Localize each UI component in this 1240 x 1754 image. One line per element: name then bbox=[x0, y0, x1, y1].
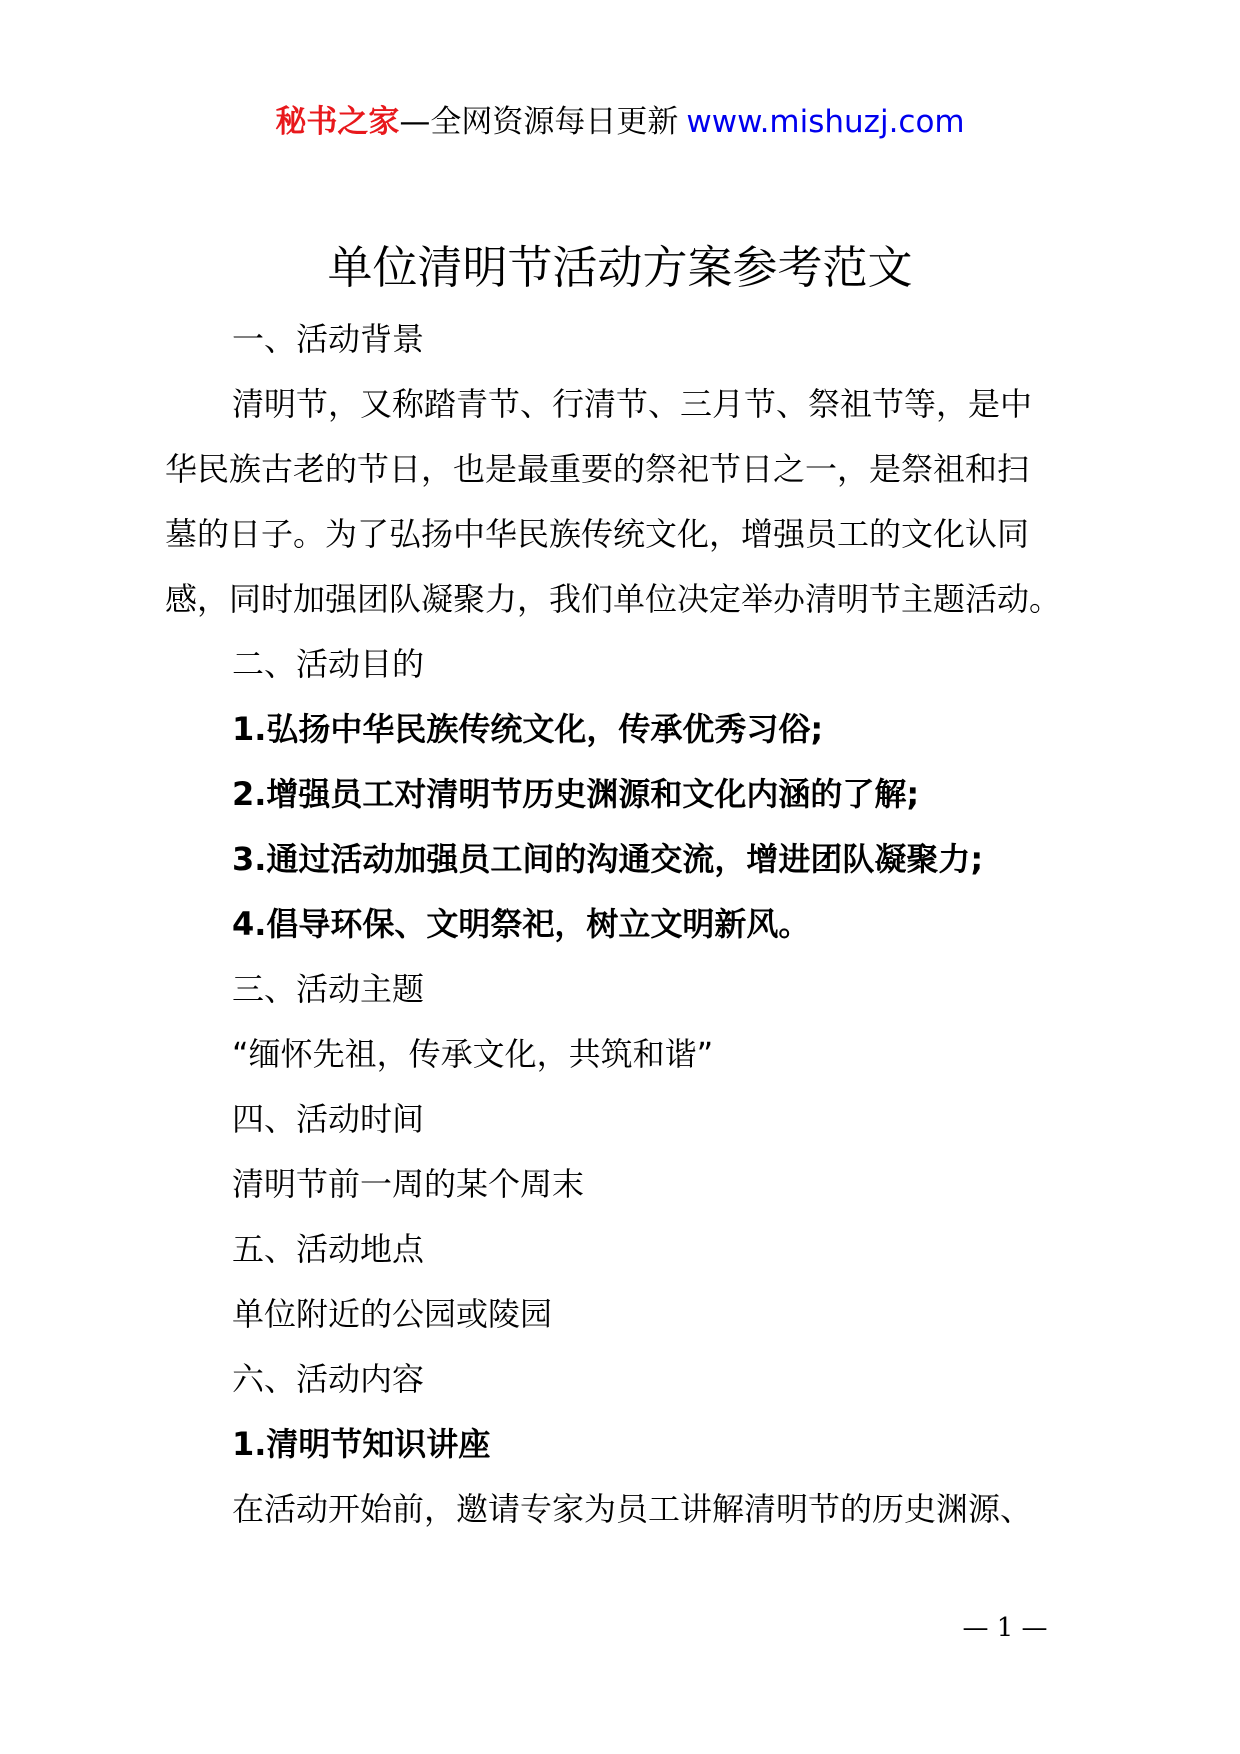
paragraph-line: 清明节，又称踏青节、行清节、三月节、祭祖节等，是中 bbox=[232, 385, 1033, 423]
page-number: — 1 — bbox=[962, 1613, 1048, 1643]
section-heading-time: 四、活动时间 bbox=[232, 1100, 425, 1138]
section-heading-content: 六、活动内容 bbox=[232, 1360, 425, 1398]
brand-name: 秘书之家 bbox=[275, 104, 400, 140]
site-header bbox=[0, 100, 1240, 144]
content-subheading: 1.清明节知识讲座 bbox=[232, 1425, 491, 1463]
section-heading-background: 一、活动背景 bbox=[232, 320, 425, 358]
location-text: 单位附近的公园或陵园 bbox=[232, 1295, 553, 1333]
paragraph-line: 墓的日子。为了弘扬中华民族传统文化，增强员工的文化认同 bbox=[165, 515, 1030, 553]
purpose-item: 2.增强员工对清明节历史渊源和文化内涵的了解; bbox=[232, 775, 920, 813]
section-heading-theme: 三、活动主题 bbox=[232, 970, 425, 1008]
header-tagline: —全网资源每日更新 bbox=[399, 104, 679, 140]
section-heading-purpose: 二、活动目的 bbox=[232, 645, 425, 683]
site-url-link[interactable]: www.mishuzj.com bbox=[686, 104, 965, 140]
document-body bbox=[165, 307, 1090, 1542]
paragraph-line: 华民族古老的节日，也是最重要的祭祀节日之一，是祭祖和扫 bbox=[165, 450, 1030, 488]
paragraph-line: 在活动开始前，邀请专家为员工讲解清明节的历史渊源、 bbox=[232, 1490, 1033, 1528]
paragraph-line: 感，同时加强团队凝聚力，我们单位决定举办清明节主题活动。 bbox=[165, 580, 1062, 618]
theme-text: “缅怀先祖，传承文化，共筑和谐” bbox=[232, 1035, 714, 1073]
purpose-item: 4.倡导环保、文明祭祀，树立文明新风。 bbox=[232, 905, 811, 943]
purpose-item: 3.通过活动加强员工间的沟通交流，增进团队凝聚力; bbox=[232, 840, 984, 878]
time-text: 清明节前一周的某个周末 bbox=[232, 1165, 585, 1203]
document-title: 单位清明节活动方案参考范文 bbox=[327, 241, 913, 294]
purpose-item: 1.弘扬中华民族传统文化，传承优秀习俗; bbox=[232, 710, 824, 748]
section-heading-location: 五、活动地点 bbox=[232, 1230, 425, 1268]
